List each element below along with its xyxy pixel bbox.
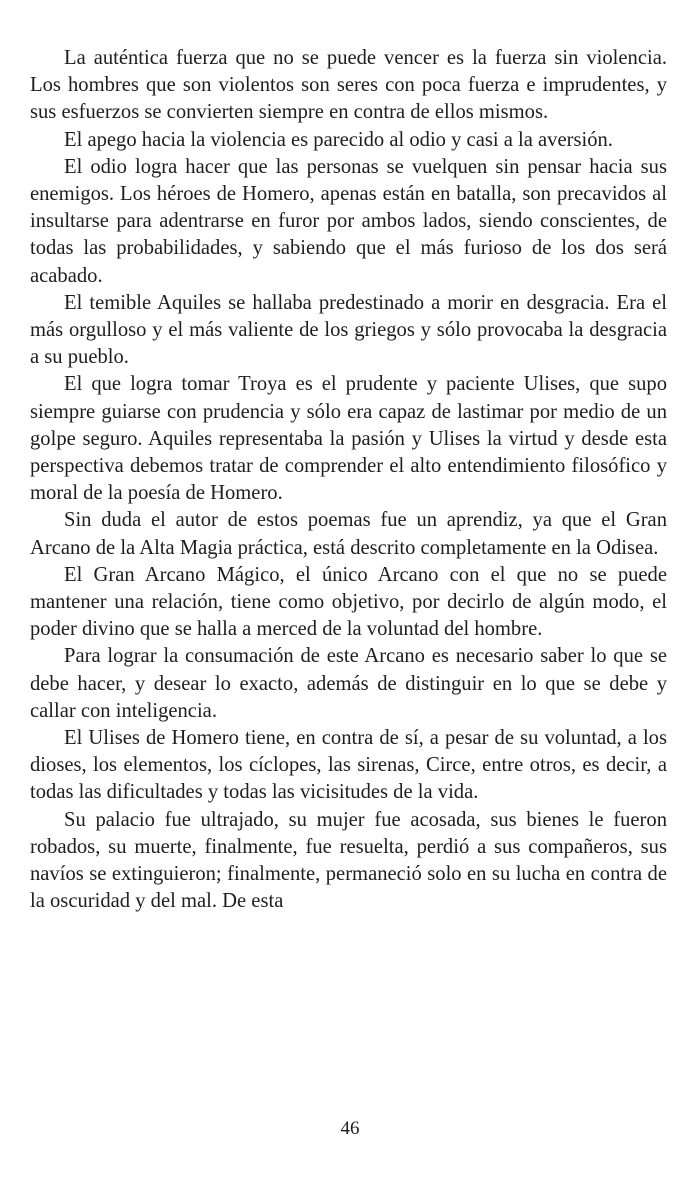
paragraph: Su palacio fue ultrajado, su mujer fue acosada, sus bienes le fueron robados, su muerte, finalmente, fue resuelta, perdió a sus compañeros, sus navíos se extinguieron; finalmente, permaneció solo en su lucha en contra de la oscuridad y del mal. De esta	[30, 808, 667, 913]
paragraph: El temible Aquiles se hallaba predestinado a morir en desgracia. Era el más orgulloso y el más valiente de los griegos y sólo provocaba la desgracia a su pueblo.	[30, 291, 667, 369]
paragraph: El odio logra hacer que las personas se vuelquen sin pensar hacia sus enemigos. Los héroes de Homero, apenas están en batalla, son precavidos al insultarse para adentrarse en furor por ambos lados, siendo conscientes, de todas las probabilidades, y sabiendo que el más furioso de los dos será acabado.	[30, 155, 667, 287]
paragraph: El Gran Arcano Mágico, el único Arcano con el que no se puede mantener una relación, tiene como objetivo, por decirlo de algún modo, el poder divino que se halla a merced de la voluntad del hombre.	[30, 563, 667, 641]
paragraph: Para lograr la consumación de este Arcano es necesario saber lo que se debe hacer, y desear lo exacto, además de distinguir en lo que se debe y callar con inteligencia.	[30, 645, 667, 722]
paragraph: El apego hacia la violencia es parecido al odio y casi a la aversión.	[64, 128, 613, 151]
paragraph: El Ulises de Homero tiene, en contra de sí, a pesar de su voluntad, a los dioses, los elementos, los cíclopes, las sirenas, Circe, entre otros, es decir, a todas las dificultades y todas las vicisitudes de la vida.	[30, 727, 667, 804]
paragraph: La auténtica fuerza que no se puede vencer es la fuerza sin violencia. Los hombres que son violentos son seres con poca fuerza e imprudentes, y sus esfuerzos se convierten siempre en contra de ellos mismos.	[30, 47, 667, 124]
page-body	[30, 45, 667, 916]
paragraph: El que logra tomar Troya es el prudente y paciente Ulises, que supo siempre guiarse con prudencia y sólo era capaz de lastimar por medio de un golpe seguro. Aquiles representaba la pasión y Ulises la virtud y desde esta perspectiva debemos tratar de comprender el alto entendimiento filosófico y moral de la poesía de Homero.	[30, 373, 667, 505]
paragraph: Sin duda el autor de estos poemas fue un aprendiz, ya que el Gran Arcano de la Alta Magia práctica, está descrito completamente en la Odisea.	[30, 509, 667, 559]
page-number: 46	[340, 1118, 360, 1139]
